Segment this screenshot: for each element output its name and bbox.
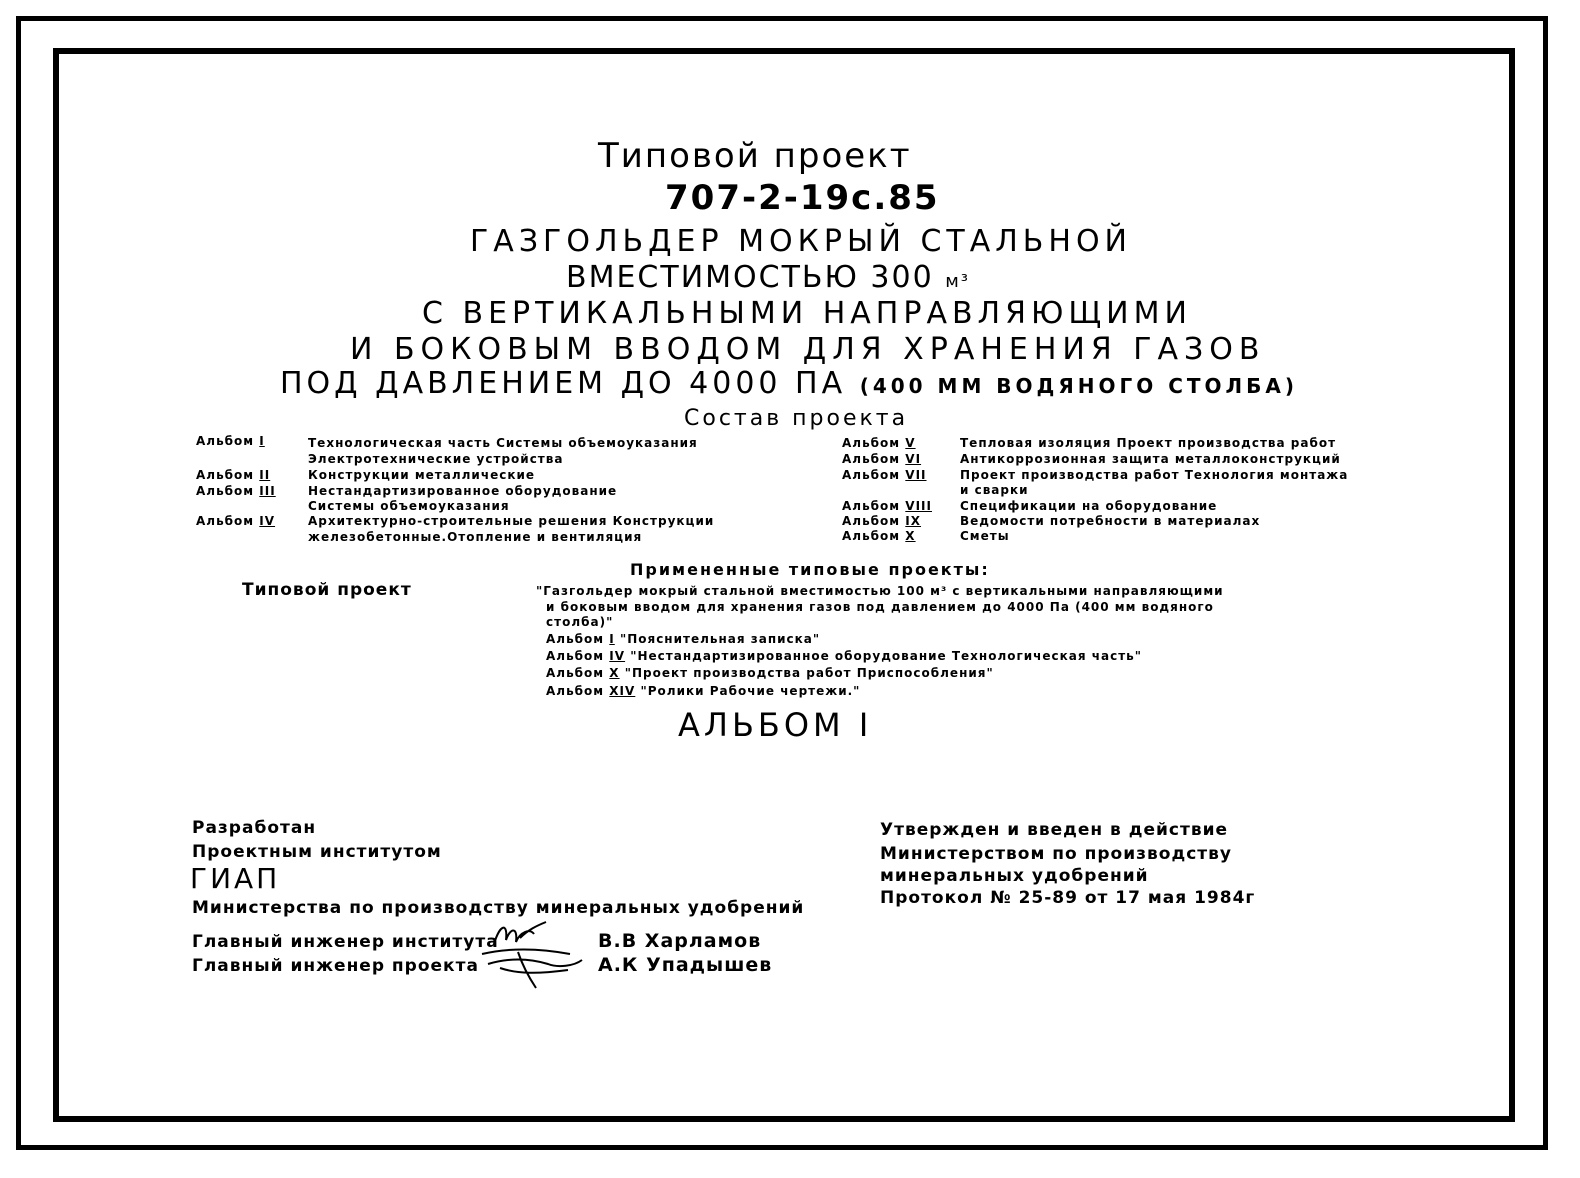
- applied-heading: Примененные типовые проекты:: [630, 560, 990, 579]
- list-item: Альбом II: [196, 468, 271, 482]
- list-item: Альбом IV: [196, 514, 276, 528]
- project-name-line3: С ВЕРТИКАЛЬНЫМИ НАПРАВЛЯЮЩИМИ: [422, 296, 1192, 331]
- list-item: Альбом VI: [842, 452, 922, 466]
- list-item-text: Сметы: [960, 529, 1010, 543]
- composition-heading: Состав проекта: [684, 406, 909, 431]
- project-name-line5: [280, 366, 1298, 401]
- list-item: Альбом X: [842, 529, 916, 543]
- chief-engineer-institute-name: В.В Харламов: [598, 930, 762, 952]
- list-item: Альбом VII: [842, 468, 927, 482]
- applied-album-item: Альбом IV "Нестандартизированное оборудование Технологическая часть": [546, 649, 1143, 663]
- developer-line2: Проектным институтом: [192, 842, 442, 862]
- list-item-text: Нестандартизированное оборудование: [308, 484, 618, 498]
- list-item-text: Конструкции металлические: [308, 468, 536, 482]
- list-item-text: Архитектурно-строительные решения Конструкции: [308, 514, 715, 528]
- chief-engineer-institute-role: Главный инженер института: [192, 932, 499, 952]
- developer-ministry: Министерства по производству минеральных удобрений: [192, 898, 805, 918]
- project-name-line1: ГАЗГОЛЬДЕР МОКРЫЙ СТАЛЬНОЙ: [470, 224, 1133, 259]
- capacity-unit: м³: [945, 271, 971, 292]
- list-item-text: Системы объемоуказания: [308, 499, 510, 513]
- chief-engineer-project-name: А.К Упадышев: [598, 954, 773, 976]
- applied-text-line2: и боковым вводом для хранения газов под давлением до 4000 Па (400 мм водяного: [546, 600, 1214, 614]
- chief-engineer-project-role: Главный инженер проекта: [192, 956, 479, 976]
- applied-text-line3: столба)": [546, 615, 614, 629]
- applied-label: Типовой проект: [242, 580, 412, 600]
- signature-project: [478, 944, 588, 994]
- list-item-text: Ведомости потребности в материалах: [960, 514, 1261, 528]
- approval-line1: Утвержден и введен в действие: [880, 820, 1229, 840]
- doc-type-title: Типовой проект: [598, 136, 912, 176]
- capacity-text: ВМЕСТИМОСТЬЮ 300: [566, 260, 934, 295]
- approval-protocol: Протокол № 25-89 от 17 мая 1984г: [880, 888, 1256, 908]
- applied-album-item: Альбом X "Проект производства работ Приспособления": [546, 666, 994, 680]
- developer-line1: Разработан: [192, 818, 317, 838]
- list-item-text: железобетонные.Отопление и вентиляция: [308, 530, 643, 544]
- list-item-text: Технологическая часть Системы объемоуказания: [308, 436, 698, 450]
- project-name-line2: [566, 260, 970, 295]
- approval-line3: минеральных удобрений: [880, 866, 1149, 886]
- list-item: Альбом V: [842, 436, 916, 450]
- pressure-note: (400 ММ ВОДЯНОГО СТОЛБА): [859, 374, 1299, 398]
- developer-org: ГИАП: [190, 862, 281, 895]
- pressure-text: ПОД ДАВЛЕНИЕМ ДО 4000 ПА: [280, 366, 847, 401]
- list-item-text: Проект производства работ Технология монтажа: [960, 468, 1349, 482]
- list-item-text: Спецификации на оборудование: [960, 499, 1218, 513]
- list-item: Альбом I: [196, 434, 265, 448]
- list-item-text: и сварки: [960, 483, 1029, 497]
- applied-text-line1: "Газгольдер мокрый стальной вместимостью 100 м³ с вертикальными направляющими: [536, 584, 1224, 598]
- approval-line2: Министерством по производству: [880, 844, 1232, 864]
- list-item-text: Электротехнические устройства: [308, 452, 564, 466]
- list-item-text: Тепловая изоляция Проект производства работ: [960, 436, 1337, 450]
- list-item: Альбом III: [196, 484, 276, 498]
- list-item: Альбом VIII: [842, 499, 932, 513]
- applied-album-item: Альбом XIV "Ролики Рабочие чертежи.": [546, 684, 861, 698]
- project-name-line4: И БОКОВЫМ ВВОДОМ ДЛЯ ХРАНЕНИЯ ГАЗОВ: [350, 332, 1266, 367]
- list-item: Альбом IX: [842, 514, 922, 528]
- project-number: 707-2-19с.85: [665, 178, 940, 218]
- list-item-text: Антикоррозионная защита металлоконструкций: [960, 452, 1341, 466]
- album-title: АЛЬБОМ I: [678, 706, 873, 744]
- applied-album-item: Альбом I "Пояснительная записка": [546, 632, 821, 646]
